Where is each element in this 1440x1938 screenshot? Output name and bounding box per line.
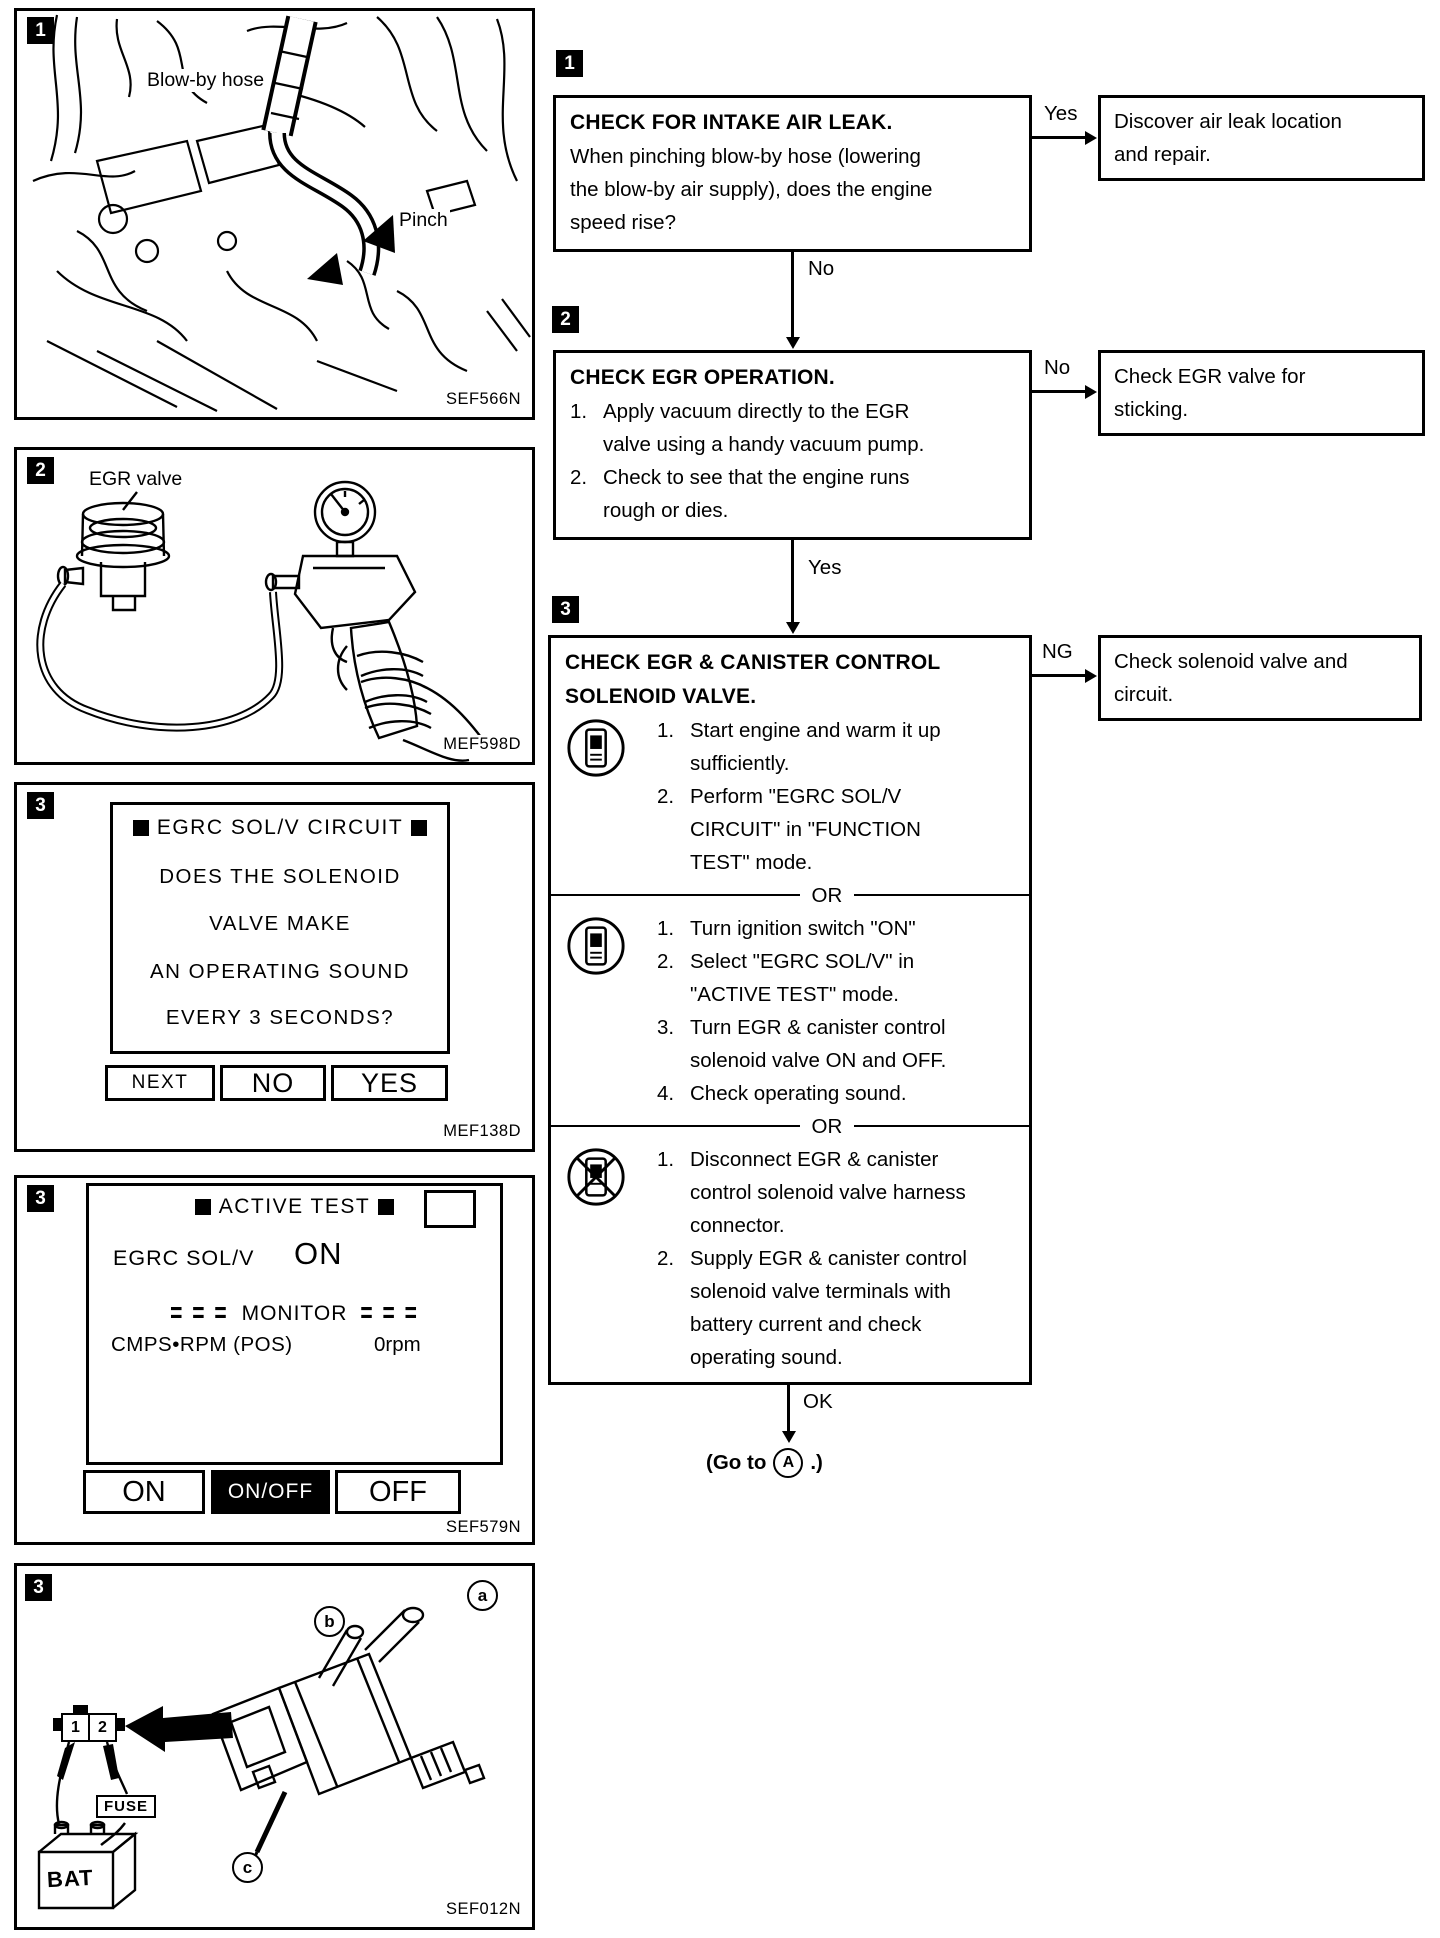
egr-valve-label: EGR valve [89,468,183,490]
flow-box-text: speed rise? [570,211,676,234]
step-number-badge: 2 [552,306,579,333]
result-text: and repair. [1114,143,1211,166]
flow-box-check-solenoid-valve [548,635,1032,1385]
yes-arrow [1032,136,1086,139]
figure-consult-active-test [14,1175,535,1545]
monitor-row-value: 0rpm [374,1333,421,1356]
yes-arrow-down [791,540,794,623]
consult-screen [110,802,450,1054]
consult-screen [86,1183,503,1465]
no-branch-label: No [1044,356,1071,379]
consult-screen-text: DOES THE SOLENOID [159,865,401,888]
consult-icon [565,912,657,1110]
ok-arrow-down [787,1385,790,1432]
figure-code: MEF598D [443,735,521,753]
consult-icon [565,714,657,879]
result-text: circuit. [1114,683,1174,706]
list-item: Perform "EGRC SOL/V CIRCUIT" in "FUNCTION TEST" mode. [690,785,921,874]
list-item: Check to see that the engine runs rough or dies. [603,466,910,522]
flow-box-title: CHECK EGR & CANISTER CONTROL [565,651,941,674]
result-text: sticking. [1114,398,1189,421]
ng-arrow [1032,674,1086,677]
figure-number-badge: 1 [27,17,54,44]
ok-branch-label: OK [803,1390,833,1413]
engine-line-art [17,11,532,417]
consult-screen-text: EVERY 3 SECONDS? [165,1006,395,1029]
consult-screen-text: AN OPERATING SOUND [149,960,411,983]
step-number-badge: 3 [552,596,579,623]
title-square-icon [411,820,427,836]
connector-lug [53,1718,61,1731]
figure-number-badge: 3 [27,792,54,819]
port-b-label: b [314,1606,345,1637]
figure-number-badge: 3 [27,1185,54,1212]
figure-code: MEF138D [443,1122,521,1140]
result-box-air-leak [1098,95,1425,181]
list-item: Check operating sound. [690,1082,907,1105]
list-item: Turn EGR & canister control solenoid valve ON and OFF. [690,1016,947,1072]
title-square-icon [133,820,149,836]
monitor-row-label: CMPS•RPM (POS) [111,1333,293,1356]
connector-pinout [61,1713,117,1742]
flow-box-title: SOLENOID VALVE. [565,685,757,708]
title-square-icon [195,1199,211,1215]
yes-branch-label: Yes [808,556,842,579]
figure-number-badge: 3 [25,1574,52,1601]
equals-bars-icon: = = = [170,1297,229,1329]
flow-box-title: CHECK FOR INTAKE AIR LEAK. [570,111,893,134]
figure-engine-bay [14,8,535,420]
or-divider: OR [551,879,1029,912]
figure-egr-valve-pump [14,447,535,765]
figure-consult-function-test [14,782,535,1152]
method-consult-active-test [565,912,1015,1110]
port-c-label: c [232,1852,263,1883]
result-text: Discover air leak location [1114,110,1342,133]
result-box-solenoid-circuit [1098,635,1422,721]
flow-box-check-egr-operation [553,350,1032,540]
flow-box-title: CHECK EGR OPERATION. [570,366,835,389]
no-branch-label: No [808,257,835,280]
or-divider: OR [551,1110,1029,1143]
method-consult-function-test [565,714,1015,879]
result-text: Check EGR valve for [1114,365,1306,388]
fuse-label: FUSE [96,1795,156,1818]
method-without-consult [565,1143,1015,1374]
monitor-label: MONITOR [241,1302,348,1325]
solenoid-valve-art [17,1566,532,1927]
figure-number-badge: 2 [27,457,54,484]
consult-screen-title: EGRC SOL/V CIRCUIT [113,816,447,840]
terminal-2: 2 [88,1715,115,1740]
yes-branch-label: Yes [1044,102,1078,125]
result-box-egr-sticking [1098,350,1425,436]
no-consult-icon [565,1143,657,1374]
port-a-label: a [467,1580,498,1611]
consult-screen-title: ACTIVE TEST [89,1195,500,1219]
list-item: Select "EGRC SOL/V" in "ACTIVE TEST" mode. [690,950,915,1006]
result-text: Check solenoid valve and [1114,650,1348,673]
consult-screen-text: VALVE MAKE [209,912,351,935]
equals-bars-icon: = = = [360,1297,419,1329]
no-arrow [1032,390,1086,393]
connector-lug [117,1718,125,1731]
list-item: Supply EGR & canister control solenoid valve terminals with battery current and check operating sound. [690,1247,967,1369]
active-off-button: OFF [335,1470,461,1514]
page-indicator-box [424,1190,476,1228]
list-item: Turn ignition switch "ON" [690,917,916,940]
monitor-divider [89,1297,500,1329]
figure-code: SEF012N [445,1900,521,1918]
list-item: Start engine and warm it up sufficiently. [690,719,941,775]
active-test-value: ON [294,1236,343,1271]
flow-box-text: the blow-by air supply), does the engine [570,178,933,201]
active-test-param: EGRC SOL/V [113,1246,255,1270]
blowby-hose-label: Blow-by hose [147,69,265,91]
terminal-1: 1 [71,1718,80,1736]
active-onoff-button: ON/OFF [211,1470,330,1514]
list-item: Apply vacuum directly to the EGR valve using a handy vacuum pump. [603,400,925,456]
flow-box-text: When pinching blow-by hose (lowering [570,145,921,168]
title-square-icon [378,1199,394,1215]
consult-yes-button: YES [331,1065,448,1101]
figure-code: SEF566N [445,390,521,408]
no-arrow-down [791,252,794,338]
consult-no-button: NO [220,1065,326,1101]
circled-a-icon: A [773,1448,803,1478]
figure-solenoid-valve-wiring [14,1563,535,1930]
active-on-button: ON [83,1470,205,1514]
egr-valve-pump-art [17,450,532,762]
consult-next-button: NEXT [105,1065,215,1101]
figure-code: SEF579N [445,1518,521,1536]
goto-reference: (Go to A .) [706,1448,823,1478]
step-number-badge: 1 [556,50,583,77]
pinch-label: Pinch [399,209,448,231]
pinch-arrow-icon [307,253,343,285]
flow-box-check-intake-air-leak [553,95,1032,252]
ng-branch-label: NG [1042,640,1073,663]
battery-label: BAT [46,1864,95,1893]
list-item: Disconnect EGR & canister control solenoid valve harness connector. [690,1148,966,1237]
